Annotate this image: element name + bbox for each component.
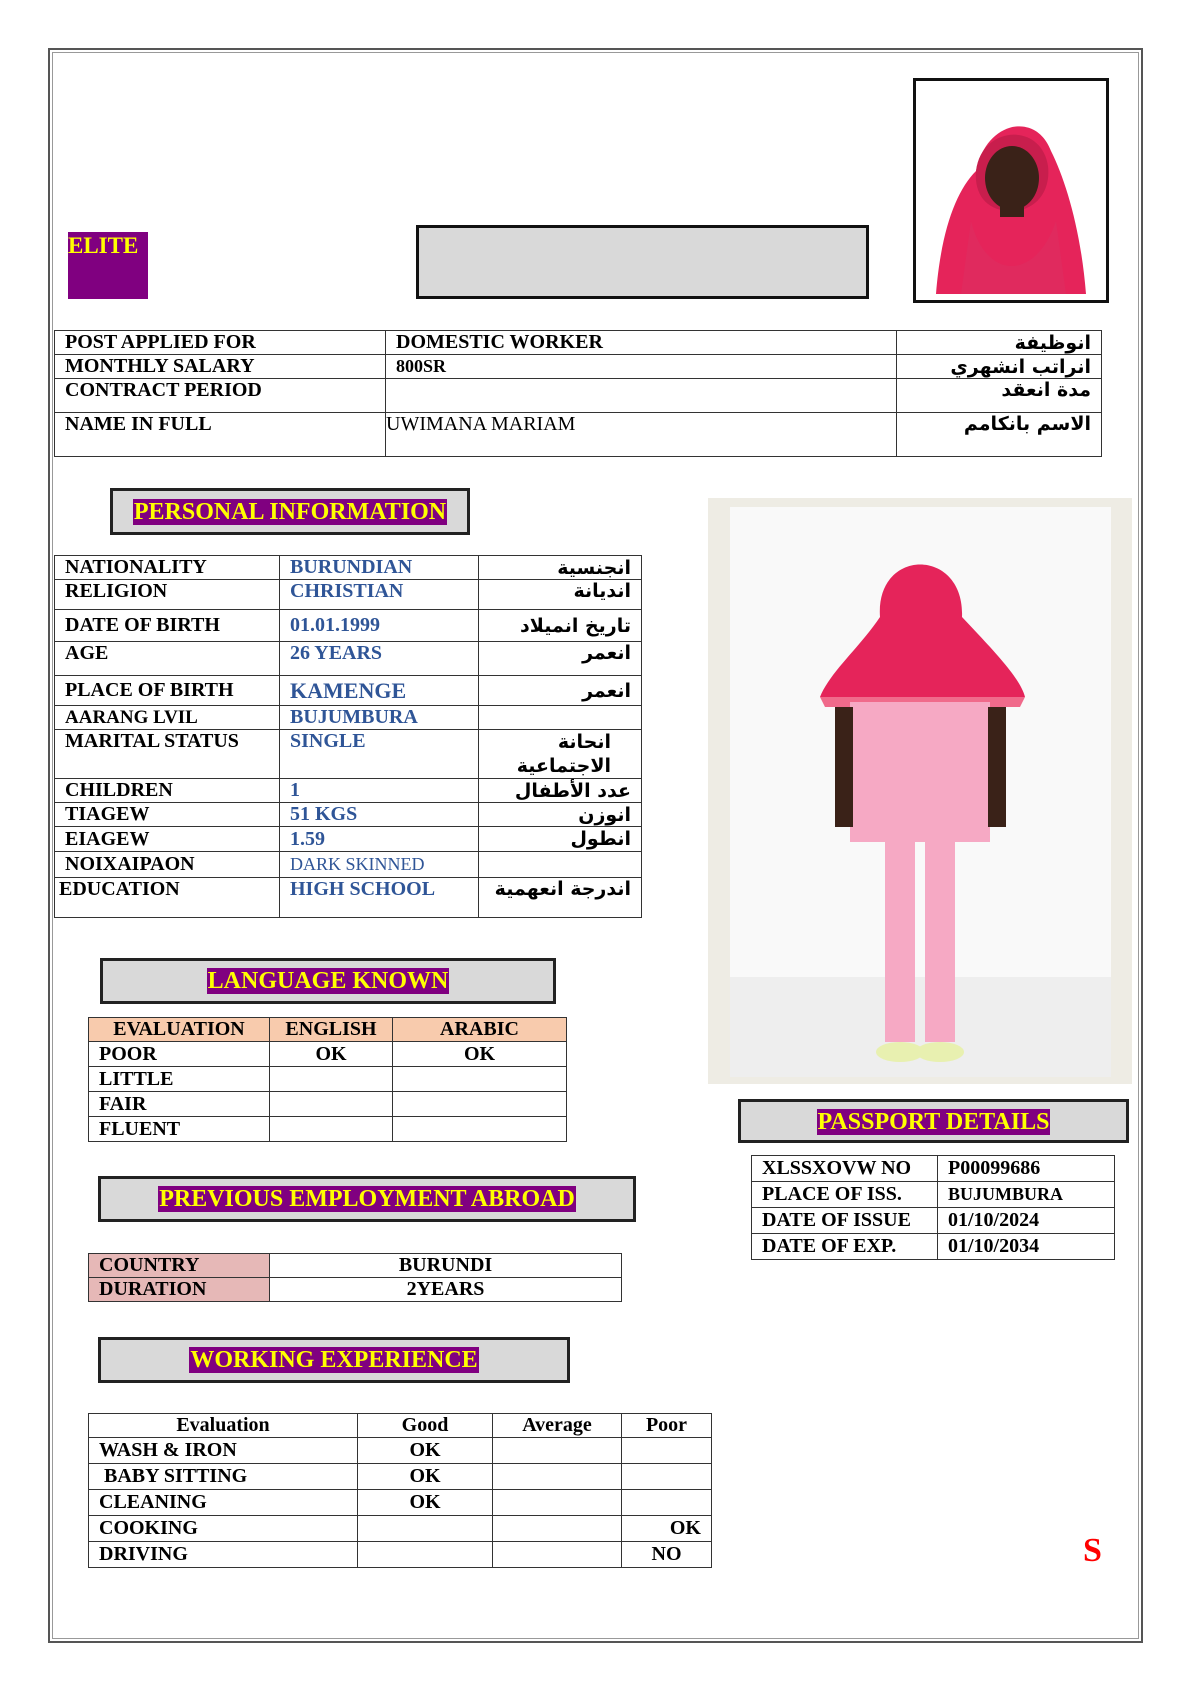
post-label: POST APPLIED FOR xyxy=(55,331,386,355)
name-arabic: الاسم بانكامم xyxy=(897,413,1102,457)
work-average xyxy=(493,1464,622,1490)
dob-arabic: تاريخ انميلاد xyxy=(479,610,642,642)
work-header-evaluation: Evaluation xyxy=(89,1414,358,1438)
nationality-value: BURUNDIAN xyxy=(280,556,479,580)
weight-value: 51 KGS xyxy=(280,803,479,827)
education-label: EDUCATION xyxy=(55,878,280,918)
personal-info-title: PERSONAL INFORMATION xyxy=(133,499,447,525)
personal-info-heading xyxy=(110,488,470,535)
language-heading xyxy=(100,958,556,1004)
table-row xyxy=(89,1464,712,1490)
work-task: WASH & IRON xyxy=(89,1438,358,1464)
date-of-issue-value: 01/10/2024 xyxy=(938,1208,1115,1234)
table-row xyxy=(55,827,642,852)
table-row xyxy=(89,1254,622,1278)
salary-arabic: انراتب انشهري xyxy=(897,355,1102,379)
arabic-value: OK xyxy=(393,1042,567,1067)
work-good xyxy=(358,1516,493,1542)
work-header-poor: Poor xyxy=(622,1414,712,1438)
work-average xyxy=(493,1490,622,1516)
table-row xyxy=(89,1042,567,1067)
post-value: DOMESTIC WORKER xyxy=(386,331,897,355)
table-row xyxy=(55,642,642,676)
work-good: OK xyxy=(358,1438,493,1464)
date-of-expiry-label: DATE OF EXP. xyxy=(752,1234,938,1260)
work-poor: OK xyxy=(622,1516,712,1542)
religion-arabic: انديانة xyxy=(479,580,642,610)
name-label: NAME IN FULL xyxy=(55,413,386,457)
weight-label: TIAGEW xyxy=(55,803,280,827)
complexion-label: NOIXAIPAON xyxy=(55,852,280,878)
living-label: AARANG LVIL xyxy=(55,706,280,730)
duration-label: DURATION xyxy=(89,1278,270,1302)
language-level: FLUENT xyxy=(89,1117,270,1142)
age-label: AGE xyxy=(55,642,280,676)
work-average xyxy=(493,1542,622,1568)
arabic-value xyxy=(393,1067,567,1092)
table-row xyxy=(55,730,642,779)
marital-status-value: SINGLE xyxy=(280,730,479,779)
work-poor: NO xyxy=(622,1542,712,1568)
contract-value xyxy=(386,379,897,413)
work-good: OK xyxy=(358,1464,493,1490)
table-row xyxy=(89,1516,712,1542)
language-table xyxy=(88,1017,567,1142)
work-average xyxy=(493,1516,622,1542)
language-level: FAIR xyxy=(89,1092,270,1117)
work-poor xyxy=(622,1438,712,1464)
salary-label: MONTHLY SALARY xyxy=(55,355,386,379)
english-value: OK xyxy=(270,1042,393,1067)
nationality-label: NATIONALITY xyxy=(55,556,280,580)
work-good xyxy=(358,1542,493,1568)
place-of-issue-label: PLACE OF ISS. xyxy=(752,1182,938,1208)
weight-arabic: انوزن xyxy=(479,803,642,827)
table-row xyxy=(89,1542,712,1568)
table-row xyxy=(55,803,642,827)
table-row xyxy=(89,1414,712,1438)
date-of-expiry-value: 01/10/2034 xyxy=(938,1234,1115,1260)
nationality-arabic: انجنسية xyxy=(479,556,642,580)
full-body-photo xyxy=(730,507,1111,1077)
working-experience-table xyxy=(88,1413,712,1568)
table-row xyxy=(89,1117,567,1142)
place-of-birth-value: KAMENGE xyxy=(280,676,479,706)
language-header-english: ENGLISH xyxy=(270,1018,393,1042)
table-row xyxy=(55,580,642,610)
table-row xyxy=(55,878,642,918)
work-good: OK xyxy=(358,1490,493,1516)
table-row xyxy=(752,1182,1115,1208)
country-value: BURUNDI xyxy=(270,1254,622,1278)
religion-label: RELIGION xyxy=(55,580,280,610)
name-value: UWIMANA MARIAM xyxy=(386,413,897,457)
passport-title: PASSPORT DETAILS xyxy=(817,1109,1050,1135)
table-row xyxy=(89,1490,712,1516)
height-arabic: انطول xyxy=(479,827,642,852)
table-row xyxy=(55,413,1102,457)
complexion-arabic xyxy=(479,852,642,878)
agency-name-box xyxy=(416,225,869,299)
work-task: COOKING xyxy=(89,1516,358,1542)
contract-label: CONTRACT PERIOD xyxy=(55,379,386,413)
arabic-value xyxy=(393,1092,567,1117)
work-poor xyxy=(622,1490,712,1516)
post-arabic: انوظيفة xyxy=(897,331,1102,355)
children-value: 1 xyxy=(280,779,479,803)
arabic-value xyxy=(393,1117,567,1142)
previous-employment-title: PREVIOUS EMPLOYMENT ABROAD xyxy=(159,1186,575,1212)
passport-heading xyxy=(738,1099,1129,1143)
place-of-birth-arabic: انعمر xyxy=(479,676,642,706)
dob-label: DATE OF BIRTH xyxy=(55,610,280,642)
table-row xyxy=(55,676,642,706)
height-value: 1.59 xyxy=(280,827,479,852)
country-label: COUNTRY xyxy=(89,1254,270,1278)
language-header-evaluation: EVALUATION xyxy=(89,1018,270,1042)
marital-status-arabic: انحانة الاجتماعية xyxy=(479,730,642,779)
table-row xyxy=(752,1234,1115,1260)
age-value: 26 YEARS xyxy=(280,642,479,676)
children-arabic: عدد الأطفال xyxy=(479,779,642,803)
work-header-good: Good xyxy=(358,1414,493,1438)
salary-value: 800SR xyxy=(386,355,897,379)
table-row xyxy=(89,1278,622,1302)
passport-table xyxy=(751,1155,1115,1260)
table-row xyxy=(55,556,642,580)
table-row xyxy=(55,379,1102,413)
contract-arabic: مدة انعقد xyxy=(897,379,1102,413)
passport-number-value: P00099686 xyxy=(938,1156,1115,1182)
height-label: EIAGEW xyxy=(55,827,280,852)
table-row xyxy=(55,355,1102,379)
header-table xyxy=(54,330,1102,457)
living-value: BUJUMBURA xyxy=(280,706,479,730)
table-row xyxy=(55,610,642,642)
portrait-photo xyxy=(913,78,1109,303)
language-title: LANGUAGE KNOWN xyxy=(207,968,449,994)
english-value xyxy=(270,1117,393,1142)
complexion-value: DARK SKINNED xyxy=(280,852,479,878)
language-header-arabic: ARABIC xyxy=(393,1018,567,1042)
education-value: HIGH SCHOOL xyxy=(280,878,479,918)
logo-text: ELITE xyxy=(68,233,139,258)
duration-value: 2YEARS xyxy=(270,1278,622,1302)
table-row xyxy=(89,1092,567,1117)
work-poor xyxy=(622,1464,712,1490)
work-header-average: Average xyxy=(493,1414,622,1438)
marital-status-label: MARITAL STATUS xyxy=(55,730,280,779)
table-row xyxy=(752,1156,1115,1182)
table-row xyxy=(55,779,642,803)
previous-employment-heading xyxy=(98,1176,636,1222)
agency-logo xyxy=(68,232,148,299)
table-row xyxy=(89,1438,712,1464)
table-row xyxy=(55,331,1102,355)
education-arabic: اندرجة انعهمية xyxy=(479,878,642,918)
date-of-issue-label: DATE OF ISSUE xyxy=(752,1208,938,1234)
place-of-birth-label: PLACE OF BIRTH xyxy=(55,676,280,706)
religion-value: CHRISTIAN xyxy=(280,580,479,610)
dob-value: 01.01.1999 xyxy=(280,610,479,642)
english-value xyxy=(270,1092,393,1117)
children-label: CHILDREN xyxy=(55,779,280,803)
living-arabic xyxy=(479,706,642,730)
place-of-issue-value: BUJUMBURA xyxy=(938,1182,1115,1208)
language-level: LITTLE xyxy=(89,1067,270,1092)
work-task: BABY SITTING xyxy=(89,1464,358,1490)
table-row xyxy=(55,852,642,878)
previous-employment-table xyxy=(88,1253,622,1302)
age-arabic: انعمر xyxy=(479,642,642,676)
personal-info-table xyxy=(54,555,642,918)
work-task: DRIVING xyxy=(89,1542,358,1568)
passport-number-label: XLSSXOVW NO xyxy=(752,1156,938,1182)
table-row xyxy=(89,1018,567,1042)
table-row xyxy=(55,706,642,730)
work-task: CLEANING xyxy=(89,1490,358,1516)
working-experience-heading xyxy=(98,1337,570,1383)
footer-mark: S xyxy=(1083,1532,1102,1569)
table-row xyxy=(752,1208,1115,1234)
language-level: POOR xyxy=(89,1042,270,1067)
english-value xyxy=(270,1067,393,1092)
table-row xyxy=(89,1067,567,1092)
work-average xyxy=(493,1438,622,1464)
working-experience-title: WORKING EXPERIENCE xyxy=(190,1347,478,1373)
